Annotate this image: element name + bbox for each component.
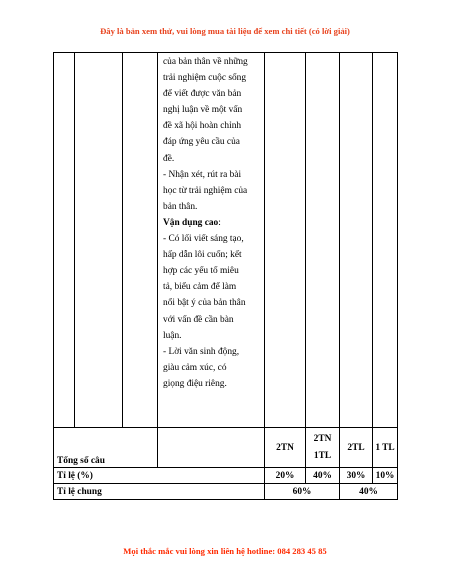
line: - Có lối viết sáng tạo, [163,234,244,245]
line: - Nhận xét, rút ra bài [163,169,242,180]
line: của bản thân về những [163,57,248,67]
heading-van-dung-cao: Vận dụng cao: [163,217,221,228]
line: đề xã hội hoàn chỉnh [163,121,242,132]
col-thong-hieu-cell [306,53,340,428]
line: luận. [163,330,182,341]
ti-le-chung-left: 60% [265,484,340,500]
line: nổi bật ý của bản thân [163,298,246,309]
col-stt-cell [54,53,75,428]
muc-do-danh-gia-cell [158,53,265,428]
watermark-bottom: Mọi thắc mắc vui lòng xin liên hệ hotline: 084 283 45 85 [123,546,327,556]
line: tả, biểu cảm để làm [163,282,237,293]
empty-cell [158,428,265,468]
line: giàu cảm xúc, có [163,362,227,373]
col-kynang-cell [75,53,123,428]
ti-le-nhan-biet: 20% [265,468,306,484]
col-van-dung-cell [340,53,373,428]
tong-so-cau-nhan-biet: 2TN [265,428,306,468]
line: nghị luận về một vấn [163,105,243,116]
tong-so-cau-label: Tổng số câu [54,428,158,468]
ti-le-chung-right: 40% [340,484,398,500]
line: giọng điệu riêng. [163,378,227,389]
col-nhan-biet-cell [265,53,306,428]
line: - Lời văn sinh động, [163,346,240,357]
line: bản thân. [163,201,198,212]
tong-so-cau-thong-hieu: 2TN 1TL [306,428,340,468]
tong-so-cau-row [54,428,398,468]
line: với vấn đề cần bàn [163,314,234,325]
line: trải nghiệm cuộc sống [163,73,247,84]
ti-le-van-dung-cao: 10% [373,468,398,484]
line: hấp dẫn lôi cuốn; kết [163,250,242,261]
tong-so-cau-van-dung-cao: 1 TL [373,428,398,468]
col-donvi-cell [123,53,158,428]
ti-le-chung-label: Tỉ lệ chung [54,484,265,500]
ti-le-row [54,468,398,484]
line: hợp các yếu tố miêu [163,266,239,277]
watermark-top: Đây là bản xem thử, vui lòng mua tài liệu để xem chi tiết (có lời giải) [100,26,350,36]
line: đề. [163,153,175,164]
line: đáp ứng yêu cầu của [163,137,240,148]
col-van-dung-cao-cell [373,53,398,428]
ti-le-van-dung: 30% [340,468,373,484]
line: để viết được văn bản [163,89,242,100]
tong-so-cau-van-dung: 2TL [340,428,373,468]
matrix-table [53,52,398,500]
content-row [54,53,398,428]
ti-le-label: Tỉ lệ (%) [54,468,265,484]
line: học từ trải nghiệm của [163,185,248,196]
ti-le-thong-hieu: 40% [306,468,340,484]
ti-le-chung-row [54,484,398,500]
